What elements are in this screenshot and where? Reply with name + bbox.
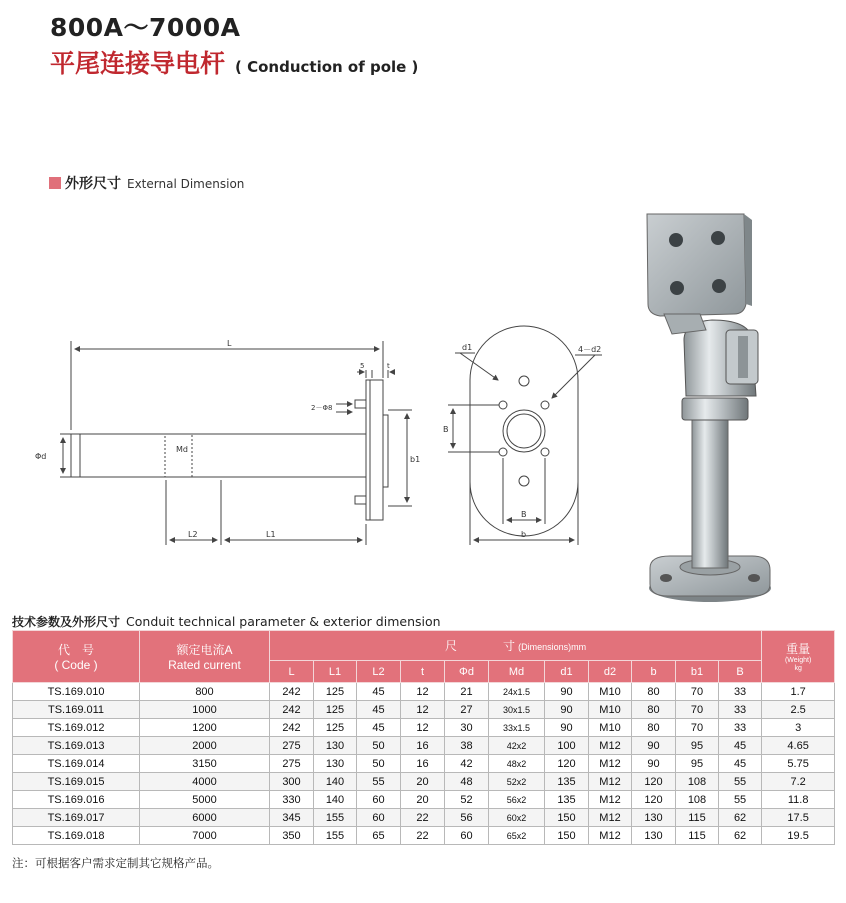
dim-label-b1: b1 (410, 455, 421, 464)
cell-L: 242 (270, 719, 314, 737)
cell-B: 33 (719, 719, 762, 737)
cell-d2: M12 (589, 809, 632, 827)
cell-code: TS.169.012 (13, 719, 140, 737)
cell-code: TS.169.018 (13, 827, 140, 845)
cell-L2: 55 (357, 773, 401, 791)
cell-phi-d: 30 (445, 719, 489, 737)
header-col-d2: d2 (589, 661, 632, 683)
dim-label-L1: L1 (266, 530, 276, 539)
table-caption (12, 613, 441, 630)
cell-L: 330 (270, 791, 314, 809)
cell-t: 22 (401, 827, 445, 845)
cell-d1: 120 (545, 755, 589, 773)
header-col-phi-d: Φd (445, 661, 489, 683)
conduction-pole-illustration (647, 214, 771, 602)
cell-L: 242 (270, 701, 314, 719)
dim-label-2-phi8: 2－Φ8 (311, 404, 333, 412)
cell-B: 33 (719, 683, 762, 701)
cell-L1: 140 (314, 791, 357, 809)
cell-L1: 125 (314, 719, 357, 737)
cell-d2: M12 (589, 755, 632, 773)
cell-t: 20 (401, 791, 445, 809)
footnote: 注：可根据客户需求定制其它规格产品。 (12, 856, 219, 870)
cell-b1: 115 (676, 827, 719, 845)
cell-t: 16 (401, 755, 445, 773)
cell-current: 6000 (140, 809, 270, 827)
cell-b1: 115 (676, 809, 719, 827)
side-view-drawing (60, 341, 412, 545)
header-current-cn: 额定电流A (176, 643, 233, 657)
cell-d1: 135 (545, 791, 589, 809)
cell-d1: 90 (545, 719, 589, 737)
cell-phi-d: 27 (445, 701, 489, 719)
table-row (13, 773, 835, 791)
cell-t: 20 (401, 773, 445, 791)
header-col-b1: b1 (676, 661, 719, 683)
dim-label-L: L (227, 339, 232, 348)
cell-Md: 56x2 (489, 791, 545, 809)
cell-phi-d: 42 (445, 755, 489, 773)
dim-label-Md: Md (176, 445, 188, 454)
table-row (13, 719, 835, 737)
header-col-B: B (719, 661, 762, 683)
cell-B: 62 (719, 809, 762, 827)
product-current-range: 800A～7000A (50, 13, 241, 42)
header-dim-en: (Dimensions)mm (518, 642, 587, 652)
cell-d2: M10 (589, 719, 632, 737)
cell-L1: 155 (314, 809, 357, 827)
cell-d1: 150 (545, 827, 589, 845)
cell-B: 62 (719, 827, 762, 845)
product-title-cn: 平尾连接导电杆 (50, 49, 226, 78)
dim-label-5: 5 (360, 362, 365, 370)
cell-weight: 1.7 (762, 683, 835, 701)
cell-Md: 30x1.5 (489, 701, 545, 719)
cell-t: 22 (401, 809, 445, 827)
cell-code: TS.169.017 (13, 809, 140, 827)
cell-B: 55 (719, 773, 762, 791)
section-title-en: External Dimension (127, 177, 245, 191)
header-code (13, 631, 140, 683)
cell-b1: 95 (676, 755, 719, 773)
cell-code: TS.169.013 (13, 737, 140, 755)
cell-Md: 60x2 (489, 809, 545, 827)
cell-Md: 48x2 (489, 755, 545, 773)
cell-code: TS.169.011 (13, 701, 140, 719)
table-row (13, 701, 835, 719)
table-caption-en: Conduit technical parameter & exterior dimension (126, 614, 441, 629)
cell-L1: 155 (314, 827, 357, 845)
header-col-L: L (270, 661, 314, 683)
cell-phi-d: 56 (445, 809, 489, 827)
cell-b1: 108 (676, 791, 719, 809)
cell-weight: 19.5 (762, 827, 835, 845)
cell-L1: 125 (314, 701, 357, 719)
cell-b: 120 (632, 773, 676, 791)
header-current-en: Rated current (168, 658, 241, 672)
cell-Md: 65x2 (489, 827, 545, 845)
cell-b: 80 (632, 683, 676, 701)
cell-weight: 4.65 (762, 737, 835, 755)
header-weight-en: (Weight) (784, 657, 812, 664)
header-weight-cn: 重量 (786, 642, 811, 656)
cell-B: 33 (719, 701, 762, 719)
table-row (13, 809, 835, 827)
spec-table-body (13, 683, 835, 845)
dim-label-t: t (387, 362, 390, 370)
cell-b1: 70 (676, 683, 719, 701)
cell-weight: 3 (762, 719, 835, 737)
cell-L2: 45 (357, 683, 401, 701)
cell-phi-d: 60 (445, 827, 489, 845)
spec-table (12, 630, 835, 845)
cell-d1: 100 (545, 737, 589, 755)
cell-B: 45 (719, 737, 762, 755)
table-row (13, 683, 835, 701)
cell-b: 130 (632, 809, 676, 827)
cell-Md: 52x2 (489, 773, 545, 791)
cell-b1: 70 (676, 719, 719, 737)
cell-L1: 125 (314, 683, 357, 701)
table-row (13, 791, 835, 809)
cell-L2: 45 (357, 719, 401, 737)
header-col-d1: d1 (545, 661, 589, 683)
cell-code: TS.169.014 (13, 755, 140, 773)
header-col-Md: Md (489, 661, 545, 683)
cell-code: TS.169.015 (13, 773, 140, 791)
product-title-en: ( Conduction of pole ) (235, 58, 419, 76)
cell-d2: M12 (589, 773, 632, 791)
table-row (13, 755, 835, 773)
cell-weight: 2.5 (762, 701, 835, 719)
header-dim-cn-1: 尺 (445, 639, 458, 653)
cell-d1: 90 (545, 683, 589, 701)
cell-L2: 45 (357, 701, 401, 719)
cell-t: 12 (401, 701, 445, 719)
cell-t: 12 (401, 719, 445, 737)
cell-L: 275 (270, 755, 314, 773)
cell-weight: 7.2 (762, 773, 835, 791)
cell-current: 1000 (140, 701, 270, 719)
cell-B: 55 (719, 791, 762, 809)
cell-current: 2000 (140, 737, 270, 755)
cell-t: 12 (401, 683, 445, 701)
cell-b: 90 (632, 737, 676, 755)
cell-L2: 65 (357, 827, 401, 845)
cell-L2: 50 (357, 737, 401, 755)
cell-code: TS.169.010 (13, 683, 140, 701)
cell-b1: 70 (676, 701, 719, 719)
cell-d1: 135 (545, 773, 589, 791)
cell-weight: 17.5 (762, 809, 835, 827)
dim-label-L2: L2 (188, 530, 198, 539)
cell-d2: M10 (589, 683, 632, 701)
header-col-L1: L1 (314, 661, 357, 683)
cell-L1: 130 (314, 755, 357, 773)
cell-t: 16 (401, 737, 445, 755)
header-col-b: b (632, 661, 676, 683)
dim-label-b: b (521, 530, 527, 539)
cell-B: 45 (719, 755, 762, 773)
cell-phi-d: 38 (445, 737, 489, 755)
cell-phi-d: 21 (445, 683, 489, 701)
cell-L: 275 (270, 737, 314, 755)
dim-label-B-side: B (443, 425, 449, 434)
cell-current: 3150 (140, 755, 270, 773)
header-weight (762, 631, 835, 683)
cell-phi-d: 48 (445, 773, 489, 791)
cell-L: 242 (270, 683, 314, 701)
cell-d2: M10 (589, 701, 632, 719)
cell-code: TS.169.016 (13, 791, 140, 809)
cell-L2: 60 (357, 809, 401, 827)
header-dimensions (270, 631, 762, 661)
header-code-cn: 代 号 (57, 643, 94, 657)
cell-d2: M12 (589, 791, 632, 809)
cell-Md: 33x1.5 (489, 719, 545, 737)
cell-L1: 140 (314, 773, 357, 791)
cell-b: 80 (632, 719, 676, 737)
cell-current: 1200 (140, 719, 270, 737)
cell-Md: 42x2 (489, 737, 545, 755)
cell-d2: M12 (589, 827, 632, 845)
header-current (140, 631, 270, 683)
table-row (13, 737, 835, 755)
dim-label-phi-d: Φd (35, 452, 47, 461)
cell-L: 300 (270, 773, 314, 791)
cell-Md: 24x1.5 (489, 683, 545, 701)
cell-b1: 108 (676, 773, 719, 791)
cell-current: 5000 (140, 791, 270, 809)
cell-L: 350 (270, 827, 314, 845)
cell-b1: 95 (676, 737, 719, 755)
cell-b: 80 (632, 701, 676, 719)
header-col-L2: L2 (357, 661, 401, 683)
cell-weight: 11.8 (762, 791, 835, 809)
cell-L2: 60 (357, 791, 401, 809)
cell-d1: 150 (545, 809, 589, 827)
header-col-t: t (401, 661, 445, 683)
cell-L: 345 (270, 809, 314, 827)
cell-b: 130 (632, 827, 676, 845)
cell-L2: 50 (357, 755, 401, 773)
header-dim-cn-2: 寸 (503, 639, 516, 653)
cell-current: 7000 (140, 827, 270, 845)
header-code-en: ( Code ) (54, 658, 98, 672)
header-weight-unit: kg (794, 665, 802, 672)
cell-d1: 90 (545, 701, 589, 719)
dim-label-d1: d1 (462, 343, 473, 352)
cell-weight: 5.75 (762, 755, 835, 773)
cell-current: 4000 (140, 773, 270, 791)
dim-label-4-d2: 4－d2 (578, 345, 602, 354)
cell-b: 120 (632, 791, 676, 809)
section-title-cn: 外形尺寸 (65, 176, 121, 192)
table-row (13, 827, 835, 845)
dim-label-B-bottom: B (521, 510, 527, 519)
cell-d2: M12 (589, 737, 632, 755)
table-caption-cn: 技术参数及外形尺寸 (12, 615, 121, 629)
cell-b: 90 (632, 755, 676, 773)
cell-phi-d: 52 (445, 791, 489, 809)
cell-current: 800 (140, 683, 270, 701)
cell-L1: 130 (314, 737, 357, 755)
